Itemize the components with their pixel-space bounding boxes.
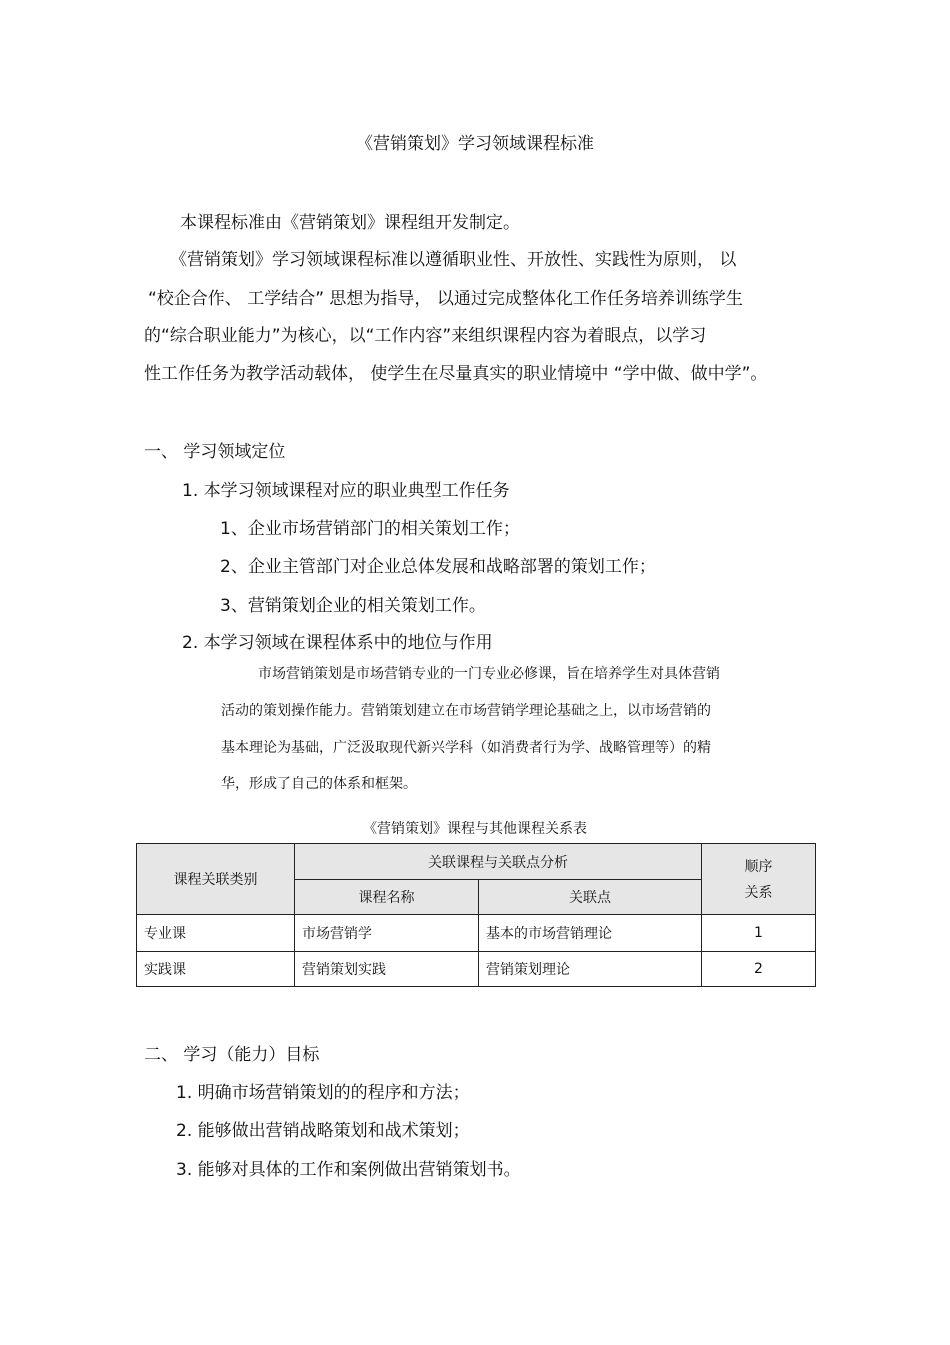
header-order-line-2: 关系 — [744, 885, 773, 901]
task-item: 1、企业市场营销部门的相关策划工作； — [220, 519, 520, 539]
goal-item: 2. 能够做出营销战略策划和战术策划； — [176, 1121, 470, 1141]
header-course-name: 课程名称 — [295, 880, 479, 915]
task-item: 2、企业主管部门对企业总体发展和战略部署的策划工作； — [220, 557, 656, 577]
goal-item: 3. 能够对具体的工作和案例做出营销策划书。 — [176, 1160, 521, 1180]
intro-line-3: “校企合作、 工学结合” 思想为指导， 以通过完成整体化工作任务培养训练学生 — [148, 289, 743, 309]
row-relation-point: 营销策划理论 — [479, 952, 702, 987]
table-row — [137, 952, 816, 987]
header-category: 课程关联类别 — [137, 844, 295, 915]
section-1-heading: 一、 学习领域定位 — [144, 442, 286, 462]
header-order — [702, 844, 816, 915]
intro-line-5: 性工作任务为教学活动载体， 使学生在尽量真实的职业情境中 “学中做、做中学”。 — [144, 364, 768, 384]
section-1-subheading-2: 2. 本学习领域在课程体系中的地位与作用 — [182, 633, 493, 653]
table-caption: 《营销策划》课程与其他课程关系表 — [363, 821, 587, 837]
section-2-heading: 二、 学习（能力）目标 — [144, 1045, 320, 1065]
row-course-name: 营销策划实践 — [295, 952, 479, 987]
intro-line-4: 的“综合职业能力”为核心，以“工作内容”来组织课程内容为着眼点，以学习 — [144, 326, 707, 346]
intro-line-1: 本课程标准由《营销策划》课程组开发制定。 — [180, 213, 520, 233]
table-row — [137, 915, 816, 952]
row-order: 1 — [702, 915, 816, 952]
row-course-name: 市场营销学 — [295, 915, 479, 952]
role-paragraph-line: 活动的策划操作能力。营销策划建立在市场营销学理论基础之上，以市场营销的 — [221, 703, 711, 719]
role-paragraph-line: 华，形成了自己的体系和框架。 — [221, 776, 417, 792]
row-category: 专业课 — [137, 915, 295, 952]
header-analysis-group: 关联课程与关联点分析 — [295, 844, 702, 880]
row-order: 2 — [702, 952, 816, 987]
goal-item: 1. 明确市场营销策划的的程序和方法； — [176, 1083, 470, 1103]
role-paragraph-line: 基本理论为基础，广泛汲取现代新兴学科（如消费者行为学、战略管理等）的精 — [221, 740, 711, 756]
intro-line-2: 《营销策划》学习领域课程标准以遵循职业性、开放性、实践性为原则， 以 — [170, 250, 737, 270]
role-paragraph-line: 市场营销策划是市场营销专业的一门专业必修课，旨在培养学生对具体营销 — [258, 666, 720, 682]
course-relation-table — [136, 843, 816, 987]
header-order-line-1: 顺序 — [744, 859, 773, 875]
header-relation-point: 关联点 — [479, 880, 702, 915]
document-title: 《营销策划》学习领域课程标准 — [356, 134, 594, 154]
task-item: 3、营销策划企业的相关策划工作。 — [220, 596, 486, 616]
section-1-subheading-1: 1. 本学习领域课程对应的职业典型工作任务 — [182, 481, 510, 501]
row-category: 实践课 — [137, 952, 295, 987]
row-relation-point: 基本的市场营销理论 — [479, 915, 702, 952]
